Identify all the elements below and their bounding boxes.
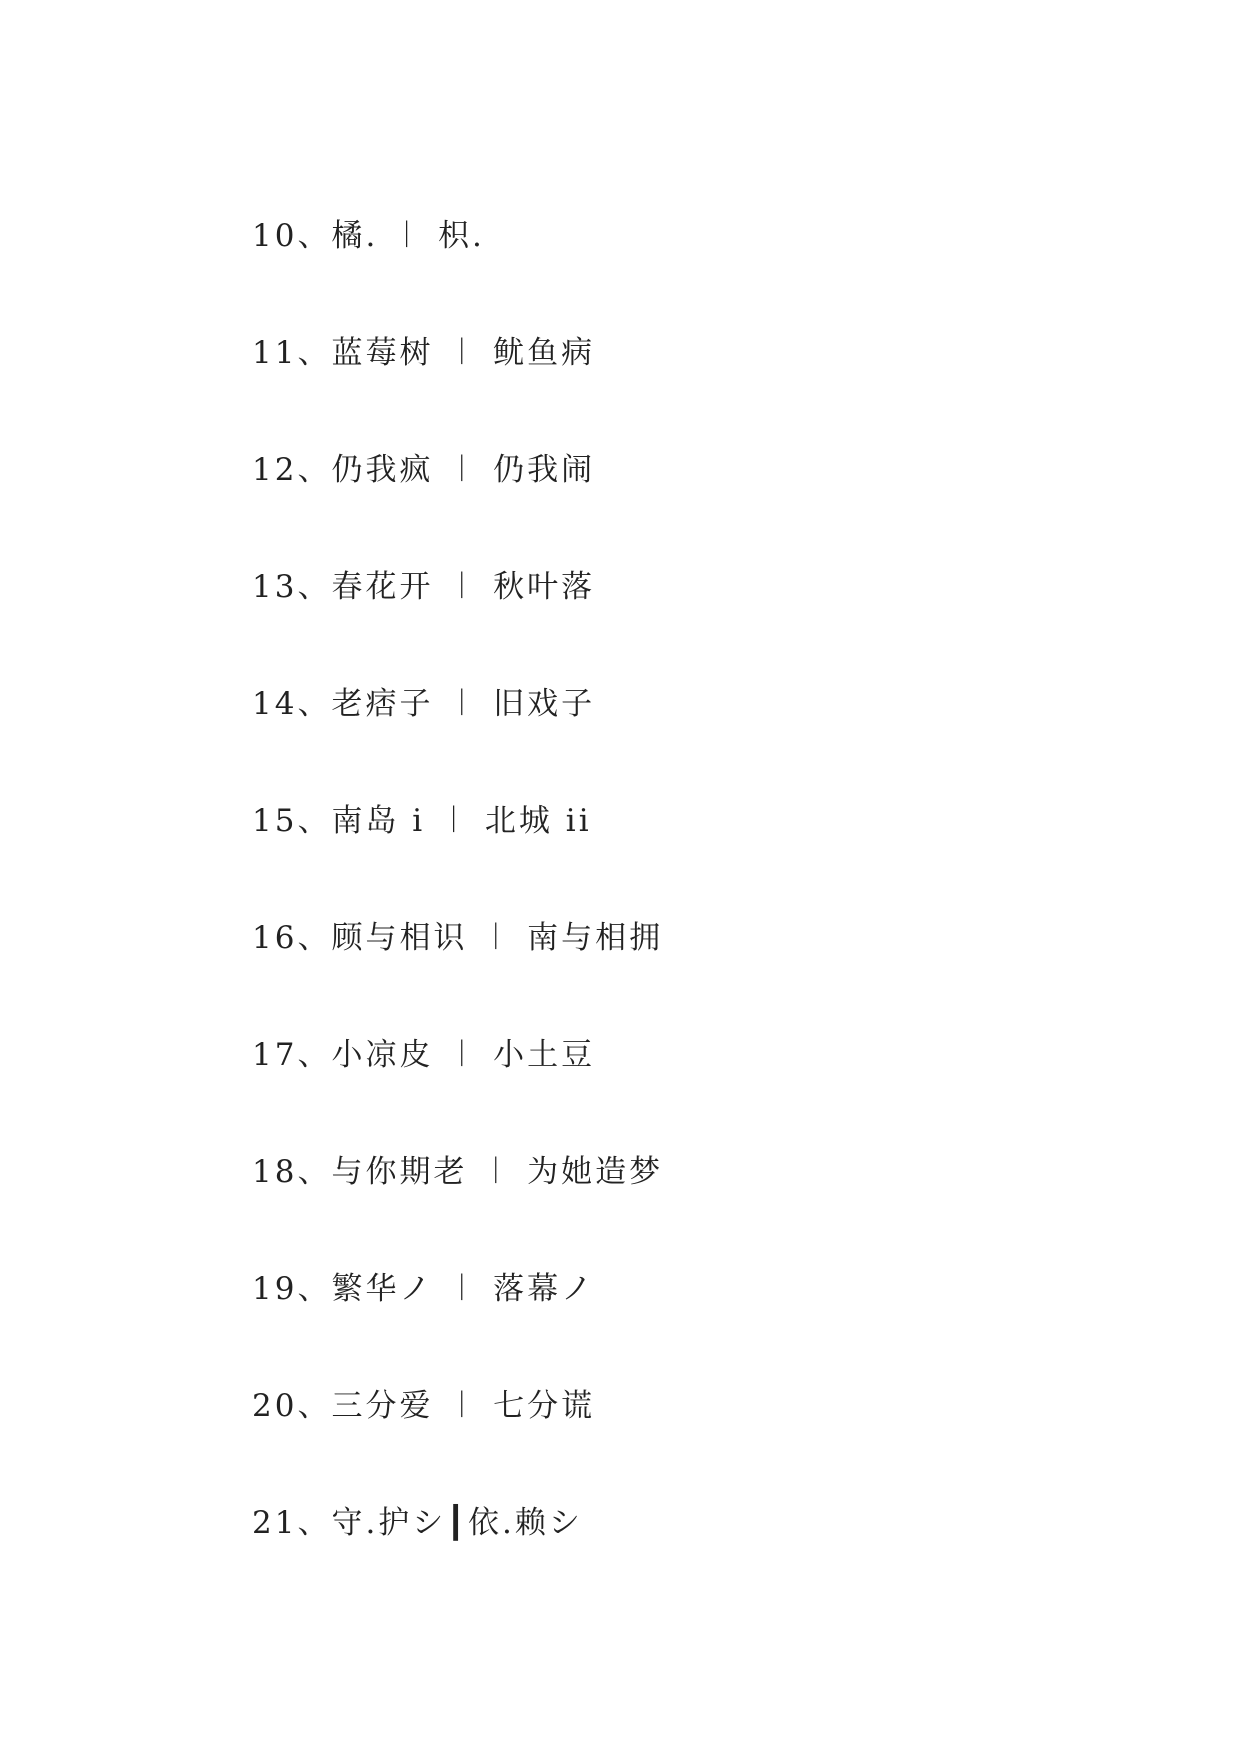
list-item: 14、老痞子 ︱ 旧戏子 [252, 686, 596, 722]
list-item: 11、蓝莓树 ︱ 鱿鱼病 [252, 335, 596, 371]
list-item: 13、春花开 ︱ 秋叶落 [252, 569, 596, 605]
line-list [252, 216, 663, 1620]
list-item: 10、橘. ︱ 枳. [252, 218, 485, 254]
list-item: 15、南岛 i ︱ 北城 ii [252, 803, 592, 839]
list-item: 18、与你期老 ︱ 为她造梦 [252, 1154, 664, 1190]
list-item: 19、繁华ノ ︱ 落幕ノ [252, 1271, 596, 1307]
list-item: 12、仍我疯 ︱ 仍我闹 [252, 452, 596, 488]
list-item: 17、小凉皮 ︱ 小土豆 [252, 1037, 596, 1073]
list-item: 20、三分爱 ︱ 七分谎 [252, 1388, 596, 1424]
list-item: 21、守.护シ┃依.赖シ [252, 1505, 583, 1541]
list-item: 16、顾与相识 ︱ 南与相拥 [252, 920, 664, 956]
